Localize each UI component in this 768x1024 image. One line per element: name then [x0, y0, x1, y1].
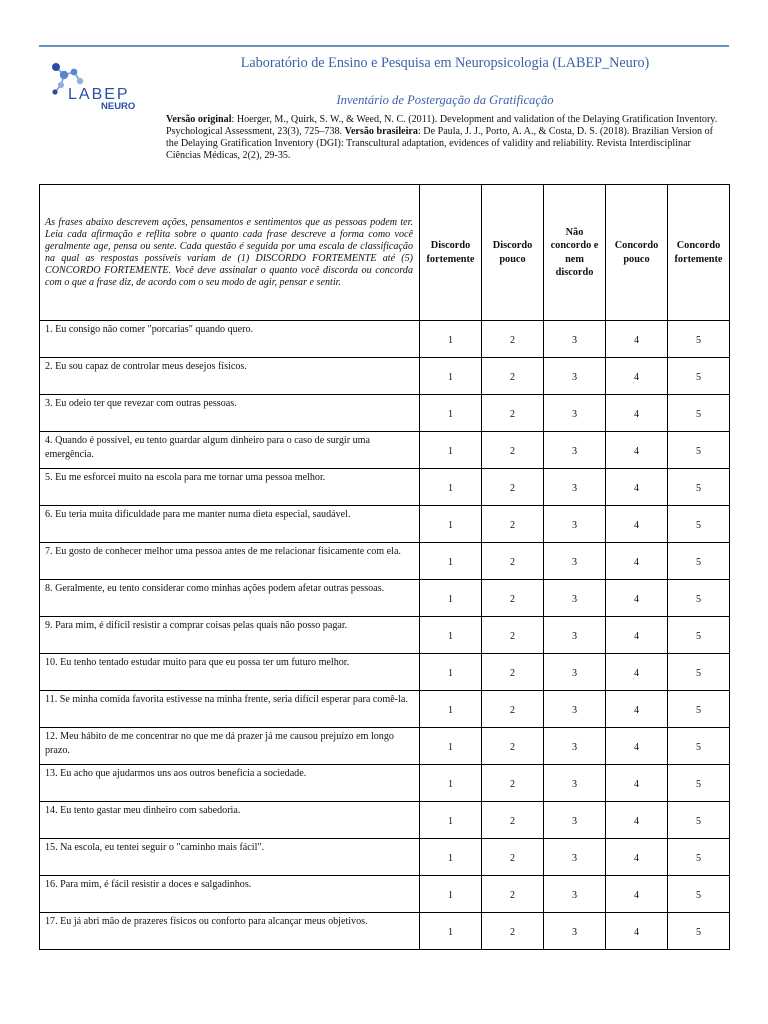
score-value: 3 [571, 482, 578, 494]
score-value: 3 [571, 852, 578, 864]
score-option-1[interactable] [420, 469, 482, 506]
score-option-3[interactable] [544, 469, 606, 506]
score-value: 1 [447, 482, 454, 494]
score-value: 3 [571, 704, 578, 716]
item-text: 1. Eu consigo não comer "porcarias" quando quero. [40, 321, 420, 358]
score-option-3[interactable] [544, 876, 606, 913]
score-value: 3 [571, 815, 578, 827]
score-option-2[interactable] [482, 876, 544, 913]
score-option-4[interactable] [606, 580, 668, 617]
table-row [40, 913, 730, 950]
table-row [40, 691, 730, 728]
score-option-5[interactable] [668, 839, 730, 876]
brazilian-version-label: Versão brasileira [344, 126, 418, 137]
score-value: 4 [633, 408, 640, 420]
table-row [40, 469, 730, 506]
logo-subtext: NEURO [101, 101, 136, 112]
score-option-1[interactable] [420, 876, 482, 913]
score-option-3[interactable] [544, 839, 606, 876]
score-option-4[interactable] [606, 543, 668, 580]
score-value: 1 [447, 704, 454, 716]
score-option-4[interactable] [606, 321, 668, 358]
score-value: 1 [447, 852, 454, 864]
score-value: 3 [571, 371, 578, 383]
score-value: 1 [447, 926, 454, 938]
score-option-1[interactable] [420, 358, 482, 395]
labep-logo [44, 55, 154, 115]
score-option-4[interactable] [606, 506, 668, 543]
score-value: 1 [447, 815, 454, 827]
instructions: As frases abaixo descrevem ações, pensamentos e sentimentos que as pessoas podem ter. Leia cada afirmação e reflita sobre o quanto cada frase descreve a forma como você geralmente age, pensa ou sente. Cada questão é seguida por uma escala de classificação na qual as respostas possíveis variam de (1) DISCORDO FORTEMENTE até (5) CONCORDO FORTEMENTE. Você deve assinalar o quanto você discorda ou concorda com o que a frase diz, de acordo com o seu modo de agir, pensar e sentir. [40, 185, 420, 321]
score-option-5[interactable] [668, 469, 730, 506]
score-value: 3 [571, 334, 578, 346]
score-option-5[interactable] [668, 691, 730, 728]
score-value: 2 [509, 741, 516, 753]
score-value: 2 [509, 371, 516, 383]
score-value: 5 [695, 556, 702, 568]
instructions-row [40, 185, 730, 321]
score-option-3[interactable] [544, 395, 606, 432]
score-value: 3 [571, 445, 578, 457]
score-option-2[interactable] [482, 543, 544, 580]
score-value: 5 [695, 630, 702, 642]
item-text: 10. Eu tenho tentado estudar muito para que eu possa ter um futuro melhor. [40, 654, 420, 691]
score-option-4[interactable] [606, 358, 668, 395]
table-row [40, 321, 730, 358]
score-value: 5 [695, 815, 702, 827]
score-value: 2 [509, 630, 516, 642]
score-option-4[interactable] [606, 432, 668, 469]
score-option-3[interactable] [544, 432, 606, 469]
score-option-4[interactable] [606, 913, 668, 950]
item-text: 14. Eu tento gastar meu dinheiro com sabedoria. [40, 802, 420, 839]
table-row [40, 543, 730, 580]
score-option-4[interactable] [606, 728, 668, 765]
score-value: 1 [447, 445, 454, 457]
score-option-2[interactable] [482, 395, 544, 432]
score-value: 2 [509, 482, 516, 494]
score-option-4[interactable] [606, 654, 668, 691]
score-value: 4 [633, 519, 640, 531]
score-option-3[interactable] [544, 506, 606, 543]
score-option-2[interactable] [482, 654, 544, 691]
score-option-5[interactable] [668, 802, 730, 839]
score-option-2[interactable] [482, 469, 544, 506]
item-text: 3. Eu odeio ter que revezar com outras pessoas. [40, 395, 420, 432]
score-option-1[interactable] [420, 728, 482, 765]
score-value: 5 [695, 408, 702, 420]
score-value: 1 [447, 519, 454, 531]
score-value: 3 [571, 408, 578, 420]
score-option-5[interactable] [668, 543, 730, 580]
score-value: 5 [695, 704, 702, 716]
inventory-table [39, 184, 730, 950]
score-option-5[interactable] [668, 876, 730, 913]
score-value: 3 [571, 889, 578, 901]
score-value: 4 [633, 482, 640, 494]
score-option-5[interactable] [668, 765, 730, 802]
score-option-1[interactable] [420, 765, 482, 802]
score-value: 1 [447, 778, 454, 790]
table-row [40, 839, 730, 876]
score-value: 1 [447, 593, 454, 605]
score-value: 3 [571, 593, 578, 605]
score-option-1[interactable] [420, 802, 482, 839]
score-value: 4 [633, 593, 640, 605]
table-row [40, 580, 730, 617]
score-value: 2 [509, 556, 516, 568]
score-option-2[interactable] [482, 432, 544, 469]
lab-title: Laboratório de Ensino e Pesquisa em Neuropsicologia (LABEP_Neuro) [240, 55, 650, 71]
score-value: 5 [695, 926, 702, 938]
score-option-2[interactable] [482, 913, 544, 950]
score-value: 2 [509, 593, 516, 605]
score-option-1[interactable] [420, 395, 482, 432]
score-option-1[interactable] [420, 654, 482, 691]
score-option-1[interactable] [420, 543, 482, 580]
item-text: 4. Quando é possível, eu tento guardar algum dinheiro para o caso de surgir uma emergência. [40, 432, 420, 469]
score-option-2[interactable] [482, 358, 544, 395]
item-text: 6. Eu teria muita dificuldade para me manter numa dieta especial, saudável. [40, 506, 420, 543]
score-value: 4 [633, 741, 640, 753]
score-value: 1 [447, 741, 454, 753]
table-row [40, 358, 730, 395]
score-value: 4 [633, 556, 640, 568]
score-value: 4 [633, 334, 640, 346]
score-option-4[interactable] [606, 469, 668, 506]
item-text: 15. Na escola, eu tentei seguir o "caminho mais fácil". [40, 839, 420, 876]
score-option-5[interactable] [668, 913, 730, 950]
item-text: 12. Meu hábito de me concentrar no que me dá prazer já me causou prejuízo em longo prazo. [40, 728, 420, 765]
score-option-2[interactable] [482, 617, 544, 654]
score-option-1[interactable] [420, 691, 482, 728]
score-value: 1 [447, 667, 454, 679]
column-header-strongly-disagree: Discordo fortemente [420, 185, 482, 321]
score-option-3[interactable] [544, 802, 606, 839]
score-value: 4 [633, 630, 640, 642]
score-value: 2 [509, 704, 516, 716]
score-option-1[interactable] [420, 321, 482, 358]
item-text: 13. Eu acho que ajudarmos uns aos outros beneficia a sociedade. [40, 765, 420, 802]
table-row [40, 654, 730, 691]
score-option-2[interactable] [482, 506, 544, 543]
item-text: 16. Para mim, é fácil resistir a doces e salgadinhos. [40, 876, 420, 913]
score-value: 2 [509, 926, 516, 938]
table-row [40, 765, 730, 802]
table-row [40, 876, 730, 913]
score-value: 4 [633, 778, 640, 790]
score-option-5[interactable] [668, 728, 730, 765]
score-option-3[interactable] [544, 765, 606, 802]
score-value: 5 [695, 889, 702, 901]
score-option-5[interactable] [668, 395, 730, 432]
item-text: 9. Para mim, é difícil resistir a comprar coisas pelas quais não posso pagar. [40, 617, 420, 654]
original-version-text: : Hoerger, M., Quirk, S. W., & Weed, N. C. (2011). Development and validation of the Delaying Gratification Inventory. Psychological Assessment, 23(3), 725–738. [166, 114, 718, 137]
score-value: 2 [509, 408, 516, 420]
score-value: 1 [447, 889, 454, 901]
item-text: 11. Se minha comida favorita estivesse na minha frente, seria difícil esperar para comê-la. [40, 691, 420, 728]
score-option-3[interactable] [544, 654, 606, 691]
score-option-3[interactable] [544, 617, 606, 654]
table-row [40, 617, 730, 654]
score-value: 2 [509, 334, 516, 346]
score-value: 4 [633, 704, 640, 716]
logo-text: LABEP [68, 86, 130, 103]
score-option-4[interactable] [606, 765, 668, 802]
column-header-agree-little: Concordo pouco [606, 185, 668, 321]
score-value: 4 [633, 445, 640, 457]
score-option-5[interactable] [668, 506, 730, 543]
score-option-5[interactable] [668, 432, 730, 469]
score-value: 2 [509, 852, 516, 864]
score-value: 2 [509, 667, 516, 679]
item-text: 7. Eu gosto de conhecer melhor uma pessoa antes de me relacionar fisicamente com ela. [40, 543, 420, 580]
score-value: 4 [633, 926, 640, 938]
score-option-4[interactable] [606, 395, 668, 432]
score-option-4[interactable] [606, 839, 668, 876]
score-option-3[interactable] [544, 913, 606, 950]
score-value: 2 [509, 889, 516, 901]
score-option-3[interactable] [544, 691, 606, 728]
score-option-2[interactable] [482, 691, 544, 728]
citation [166, 114, 726, 162]
score-value: 5 [695, 334, 702, 346]
score-option-1[interactable] [420, 839, 482, 876]
score-value: 5 [695, 445, 702, 457]
header-rule [39, 45, 729, 47]
score-option-2[interactable] [482, 321, 544, 358]
score-value: 4 [633, 852, 640, 864]
table-row [40, 432, 730, 469]
table-row [40, 802, 730, 839]
score-value: 4 [633, 815, 640, 827]
score-value: 5 [695, 852, 702, 864]
score-option-5[interactable] [668, 580, 730, 617]
column-header-neutral: Não concordo e nem discordo [544, 185, 606, 321]
score-value: 1 [447, 371, 454, 383]
score-value: 4 [633, 889, 640, 901]
score-option-4[interactable] [606, 691, 668, 728]
score-value: 3 [571, 630, 578, 642]
score-value: 3 [571, 778, 578, 790]
score-value: 1 [447, 334, 454, 346]
score-value: 1 [447, 630, 454, 642]
item-text: 8. Geralmente, eu tento considerar como minhas ações podem afetar outras pessoas. [40, 580, 420, 617]
item-text: 17. Eu já abri mão de prazeres físicos ou conforto para alcançar meus objetivos. [40, 913, 420, 950]
score-value: 3 [571, 926, 578, 938]
score-value: 2 [509, 778, 516, 790]
score-option-2[interactable] [482, 802, 544, 839]
score-value: 2 [509, 815, 516, 827]
score-option-4[interactable] [606, 617, 668, 654]
score-value: 2 [509, 445, 516, 457]
score-option-1[interactable] [420, 432, 482, 469]
original-version-label: Versão original [166, 114, 232, 125]
score-value: 5 [695, 593, 702, 605]
score-option-3[interactable] [544, 728, 606, 765]
score-value: 4 [633, 667, 640, 679]
score-option-3[interactable] [544, 543, 606, 580]
score-value: 3 [571, 741, 578, 753]
score-value: 3 [571, 556, 578, 568]
score-option-2[interactable] [482, 580, 544, 617]
score-value: 3 [571, 667, 578, 679]
score-value: 4 [633, 371, 640, 383]
score-option-3[interactable] [544, 580, 606, 617]
score-option-1[interactable] [420, 617, 482, 654]
score-option-5[interactable] [668, 358, 730, 395]
item-text: 5. Eu me esforcei muito na escola para me tornar uma pessoa melhor. [40, 469, 420, 506]
score-option-3[interactable] [544, 358, 606, 395]
score-option-4[interactable] [606, 802, 668, 839]
score-option-2[interactable] [482, 765, 544, 802]
table-row [40, 728, 730, 765]
item-text: 2. Eu sou capaz de controlar meus desejos físicos. [40, 358, 420, 395]
score-value: 5 [695, 741, 702, 753]
score-option-3[interactable] [544, 321, 606, 358]
column-header-disagree-little: Discordo pouco [482, 185, 544, 321]
column-header-strongly-agree: Concordo fortemente [668, 185, 730, 321]
score-option-2[interactable] [482, 728, 544, 765]
score-value: 5 [695, 482, 702, 494]
score-value: 1 [447, 556, 454, 568]
score-value: 5 [695, 778, 702, 790]
score-value: 5 [695, 371, 702, 383]
score-option-1[interactable] [420, 506, 482, 543]
inventory-title: Inventário de Postergação da Gratificação [336, 93, 554, 107]
score-option-5[interactable] [668, 617, 730, 654]
table-row [40, 506, 730, 543]
score-value: 5 [695, 667, 702, 679]
score-value: 3 [571, 519, 578, 531]
score-value: 5 [695, 519, 702, 531]
score-option-1[interactable] [420, 913, 482, 950]
score-value: 1 [447, 408, 454, 420]
score-option-1[interactable] [420, 580, 482, 617]
brazilian-version-text: : De Paula, J. J., Porto, A. A., & Costa, D. S. (2018). Brazilian Version of the Delaying Gratification Inventory (DGI): Transcultural adaptation, evidences of validity and reliability. Revista Interdisciplinar Ciências Médicas, 2(2), 29-35. [166, 126, 713, 161]
score-option-4[interactable] [606, 876, 668, 913]
score-option-5[interactable] [668, 321, 730, 358]
score-option-2[interactable] [482, 839, 544, 876]
table-row [40, 395, 730, 432]
score-option-5[interactable] [668, 654, 730, 691]
score-value: 2 [509, 519, 516, 531]
